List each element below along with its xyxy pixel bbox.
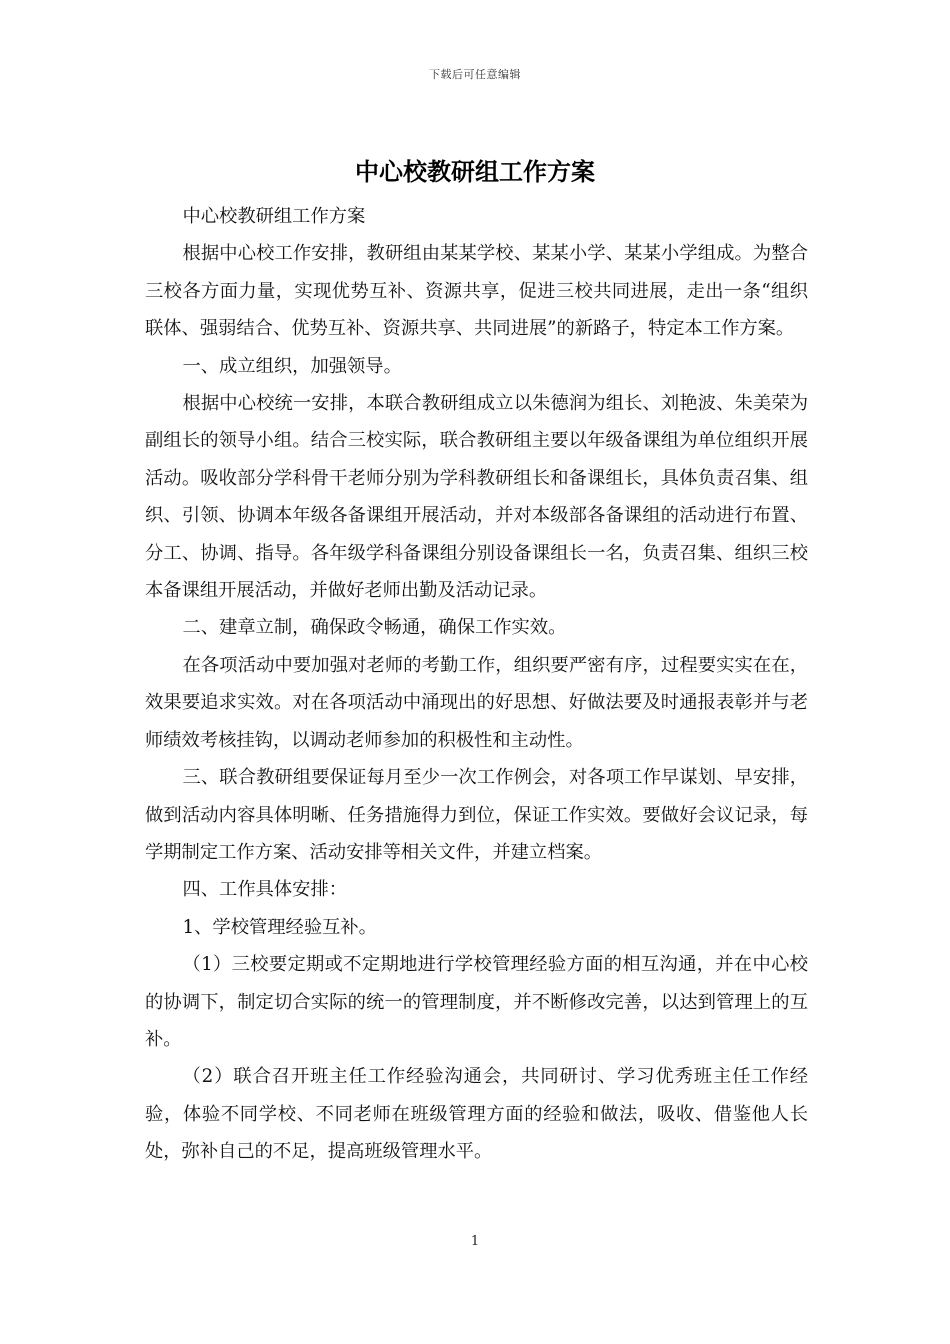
- section-heading-4: 四、工作具体安排：: [182, 879, 348, 901]
- document-body: [145, 198, 808, 1171]
- page-number: 1: [470, 1234, 480, 1249]
- section-heading-2: 二、建章立制，确保政令畅通，确保工作实效。: [182, 617, 567, 639]
- section-heading-3: 三、联合教研组要保证每月至少一次工作例会，对各项工作早谋划、早安排，做到活动内容具体明晰、任务措施得力到位，保证工作实效。要做好会议记录，每学期制定工作方案、活动安排等相关文件，并建立档案。: [145, 767, 808, 863]
- list-item-1: （1）三校要定期或不定期地进行学校管理经验方面的相互沟通，并在中心校的协调下，制定切合实际的统一的管理制度，并不断修改完善，以达到管理上的互补。: [145, 954, 808, 1050]
- paragraph-organization: 根据中心校统一安排，本联合教研组成立以朱德润为组长、刘艳波、朱美荣为副组长的领导小组。结合三校实际，联合教研组主要以年级备课组为单位组织开展活动。吸收部分学科骨干老师分别为学科教研组长和备课组长，具体负责召集、组织、引领、协调本年级各备课组开展活动，并对本级部各备课组的活动进行布置、分工、协调、指导。各年级学科备课组分别设备课组长一名，负责召集、组织三校本备课组开展活动，并做好老师出勤及活动记录。: [145, 393, 808, 602]
- list-item-2: （2）联合召开班主任工作经验沟通会，共同研讨、学习优秀班主任工作经验，体验不同学校、不同老师在班级管理方面的经验和做法，吸收、借鉴他人长处，弥补自己的不足，提高班级管理水平。: [145, 1066, 808, 1163]
- header-note: 下载后可任意编辑: [429, 68, 521, 81]
- paragraph-subtitle: 中心校教研组工作方案: [182, 206, 366, 227]
- section-heading-1: 一、成立组织，加强领导。: [182, 355, 402, 377]
- subsection-heading-1: 1、学校管理经验互补。: [182, 916, 377, 938]
- document-title: 中心校教研组工作方案: [355, 157, 595, 186]
- paragraph-intro: 根据中心校工作安排，教研组由某某学校、某某小学、某某小学组成。为整合三校各方面力量，实现优势互补、资源共享，促进三校共同进展，走出一条“组织联体、强弱结合、优势互补、资源共享、共同进展”的新路子，特定本工作方案。: [145, 243, 808, 340]
- paragraph-attendance: 在各项活动中要加强对老师的考勤工作，组织要严密有序，过程要实实在在，效果要追求实效。对在各项活动中涌现出的好思想、好做法要及时通报表彰并与老师绩效考核挂钩，以调动老师参加的积极性和主动性。: [145, 654, 808, 751]
